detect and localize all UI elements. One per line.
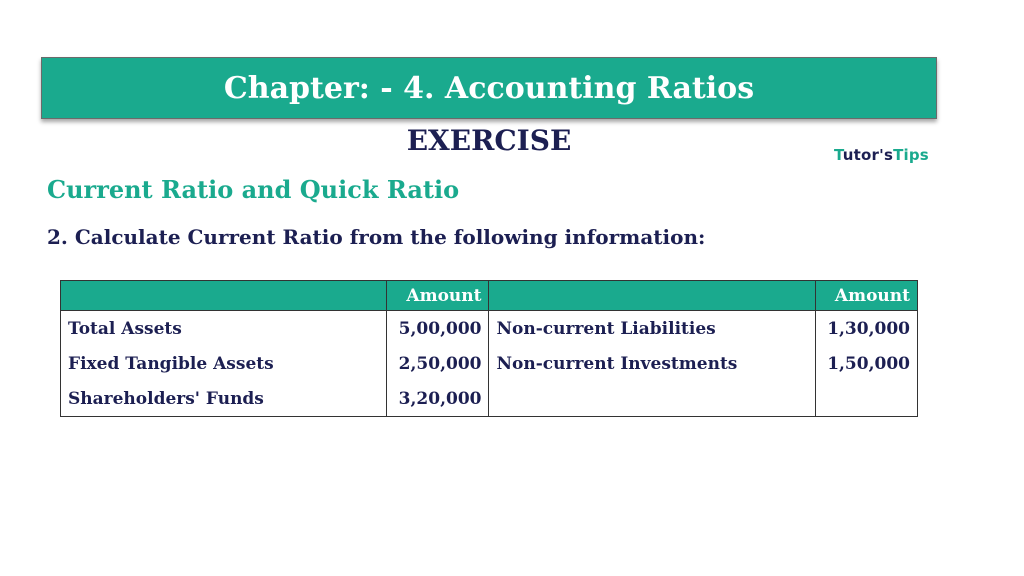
header-cell [61,281,387,311]
table-cell: 3,20,000 [387,381,489,417]
header-cell-amount: Amount [815,281,917,311]
logo-text-tutors: utor's [842,146,894,164]
table-cell: 2,50,000 [387,346,489,381]
tutors-tips-logo [834,146,929,164]
chapter-title: Chapter: - 4. Accounting Ratios [223,70,755,106]
table-cell: 1,30,000 [815,311,917,347]
header-cell [489,281,815,311]
header-cell-amount: Amount [387,281,489,311]
table-cell: Total Assets [61,311,387,347]
table-row [61,346,918,381]
table-cell [815,381,917,417]
table-cell: Non-current Investments [489,346,815,381]
table-row [61,311,918,347]
logo-text-tips: Tips [893,146,929,164]
logo-t-mark: T [834,146,843,164]
table-cell: 1,50,000 [815,346,917,381]
exercise-heading: EXERCISE [406,124,572,157]
table-cell: Non-current Liabilities [489,311,815,347]
question-text: 2. Calculate Current Ratio from the following information: [47,225,706,249]
table-row [61,381,918,417]
section-title: Current Ratio and Quick Ratio [47,175,460,204]
table-header-row [61,281,918,311]
table-cell: 5,00,000 [387,311,489,347]
data-table [60,280,918,417]
chapter-banner [41,57,937,119]
table-cell [489,381,815,417]
table-cell: Fixed Tangible Assets [61,346,387,381]
table-cell: Shareholders' Funds [61,381,387,417]
